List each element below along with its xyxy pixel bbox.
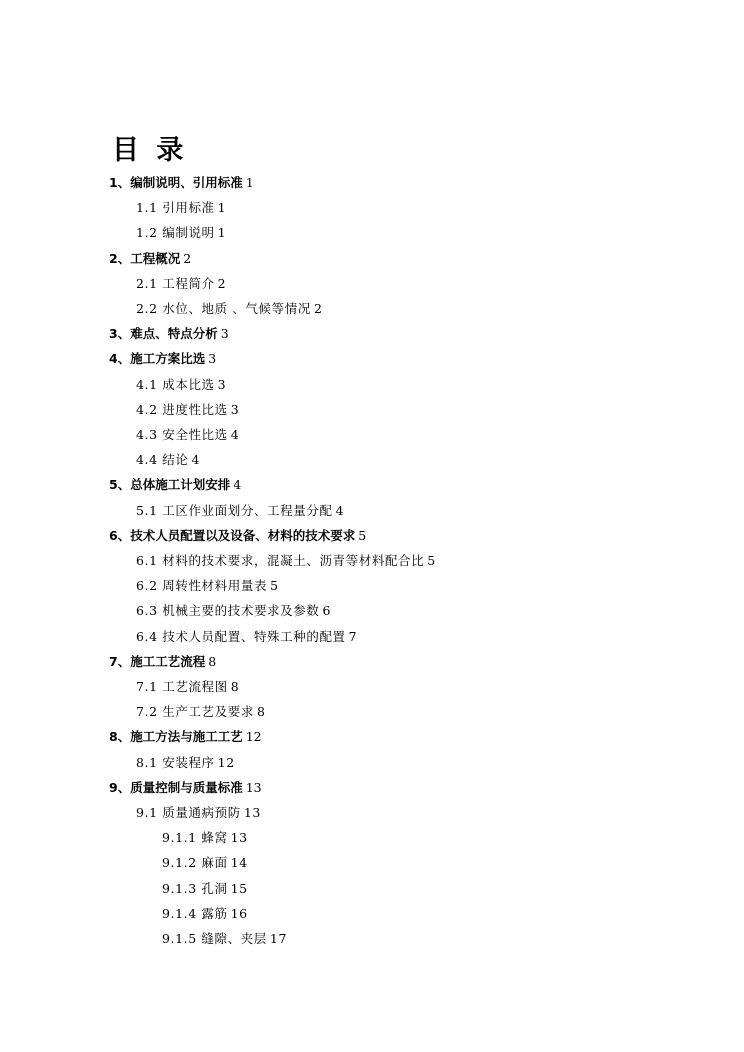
toc-entry[interactable] [162, 854, 248, 872]
toc-entry-label: 6.1 材料的技术要求，混凝土、沥青等材料配合比 [136, 553, 425, 568]
toc-entry-label: 8、施工方法与施工工艺 [109, 729, 243, 745]
toc-entry-page-number: 4 [191, 452, 201, 468]
toc-entry-page-number: 2 [313, 301, 323, 316]
toc-entry[interactable] [136, 376, 226, 394]
toc-entry-label: 4.4 结论 [136, 452, 189, 468]
toc-entry-page-number: 5 [427, 553, 436, 568]
toc-entry-page-number: 5 [358, 527, 367, 543]
toc-entry-label: 2、工程概况 [109, 250, 181, 266]
toc-entry-label: 5、总体施工计划安排 [109, 477, 231, 493]
toc-entry-page-number: 7 [348, 628, 358, 644]
toc-entry[interactable] [136, 401, 239, 419]
toc-entry-page-number: 12 [217, 754, 235, 770]
toc-entry[interactable] [136, 224, 226, 242]
toc-entry[interactable] [136, 602, 331, 620]
toc-entry-label: 6、技术人员配置以及设备、材料的技术要求 [109, 527, 356, 543]
toc-entry-label: 9.1.3 孔洞 [162, 880, 228, 896]
toc-entry-label: 7.1 工艺流程图 [136, 679, 228, 694]
toc-entry-page-number: 13 [245, 779, 262, 795]
toc-entry-label: 9.1.5 缝隙、夹层 [162, 931, 267, 946]
toc-entry-label: 9、质量控制与质量标准 [109, 779, 243, 795]
toc-entry-page-number: 1 [245, 175, 254, 190]
toc-entry-label: 9.1 质量通病预防 [136, 805, 241, 820]
toc-entry-page-number: 15 [230, 880, 248, 896]
toc-entry[interactable] [136, 199, 226, 217]
toc-entry-label: 2.2 水位、地质 、气候等情况 [136, 301, 311, 316]
toc-entry[interactable] [109, 350, 216, 368]
toc-entry-page-number: 4 [230, 427, 240, 442]
toc-entry-page-number: 5 [270, 578, 279, 594]
toc-entry-label: 6.2 周转性材料用量表 [136, 578, 268, 594]
toc-entry[interactable] [136, 426, 239, 444]
toc-entry[interactable] [136, 577, 279, 595]
toc-entry-label: 3、难点、特点分析 [109, 326, 218, 342]
toc-entry[interactable] [109, 174, 254, 192]
toc-entry-page-number: 17 [269, 931, 287, 946]
toc-entry-page-number: 2 [217, 275, 227, 291]
toc-entry[interactable] [109, 325, 229, 343]
toc-entry-label: 4.3 安全性比选 [136, 427, 228, 442]
toc-entry-page-number: 8 [230, 679, 240, 694]
toc-title: 目 录 [112, 135, 188, 166]
toc-entry-page-number: 1 [217, 225, 227, 241]
toc-entry[interactable] [136, 300, 323, 318]
toc-entry-page-number: 13 [243, 805, 261, 820]
toc-entry-label: 1、编制说明、引用标准 [109, 175, 243, 190]
toc-entry[interactable] [136, 552, 436, 570]
toc-entry[interactable] [109, 653, 216, 671]
toc-entry[interactable] [136, 451, 200, 469]
toc-entry[interactable] [162, 829, 248, 847]
toc-entry-label: 1.1 引用标准 [136, 200, 215, 216]
toc-entry[interactable] [136, 703, 266, 721]
toc-entry-page-number: 12 [245, 729, 262, 745]
toc-entry[interactable] [162, 930, 287, 948]
toc-entry-page-number: 6 [322, 603, 332, 619]
toc-entry-label: 7.2 生产工艺及要求 [136, 704, 254, 720]
toc-entry[interactable] [109, 250, 191, 268]
toc-entry-page-number: 1 [217, 200, 227, 216]
toc-entry[interactable] [162, 905, 248, 923]
toc-entry-label: 9.1.4 露筋 [162, 905, 228, 921]
toc-entry[interactable] [136, 275, 226, 293]
toc-entry-page-number: 8 [208, 653, 217, 669]
toc-entry[interactable] [162, 880, 248, 898]
toc-entry-page-number: 4 [335, 502, 345, 518]
toc-entry[interactable] [109, 527, 366, 545]
toc-entry-page-number: 14 [230, 855, 248, 871]
toc-entry-page-number: 2 [183, 250, 192, 266]
toc-entry[interactable] [136, 678, 239, 696]
toc-entry-label: 9.1.2 麻面 [162, 855, 228, 871]
toc-entry-label: 2.1 工程简介 [136, 275, 215, 291]
toc-entry[interactable] [136, 502, 344, 520]
toc-entry[interactable] [136, 754, 235, 772]
toc-entry-page-number: 3 [217, 376, 227, 392]
toc-entry-label: 9.1.1 蜂窝 [162, 830, 228, 846]
toc-entry-label: 5.1 工区作业面划分、工程量分配 [136, 502, 333, 518]
toc-entry[interactable] [136, 628, 357, 646]
toc-entry-page-number: 3 [220, 326, 229, 342]
toc-entry-label: 8.1 安装程序 [136, 754, 215, 770]
toc-entry-page-number: 13 [230, 830, 248, 846]
toc-entry[interactable] [109, 476, 241, 494]
toc-entry-label: 4.2 进度性比选 [136, 401, 228, 417]
toc-entry[interactable] [109, 728, 262, 746]
toc-entry-label: 6.3 机械主要的技术要求及参数 [136, 603, 320, 619]
toc-entry-page-number: 16 [230, 905, 248, 921]
toc-entry-label: 4.1 成本比选 [136, 376, 215, 392]
toc-entry-label: 4、施工方案比选 [109, 351, 206, 367]
toc-entry-label: 6.4 技术人员配置、特殊工种的配置 [136, 628, 346, 644]
toc-entry-page-number: 3 [230, 401, 240, 417]
toc-entry-page-number: 3 [208, 351, 217, 367]
toc-entry[interactable] [136, 804, 261, 822]
toc-entry-label: 1.2 编制说明 [136, 225, 215, 241]
toc-entry-label: 7、施工工艺流程 [109, 653, 206, 669]
toc-entry-page-number: 8 [256, 704, 266, 720]
toc-entry-page-number: 4 [233, 477, 242, 493]
toc-entry[interactable] [109, 779, 262, 797]
